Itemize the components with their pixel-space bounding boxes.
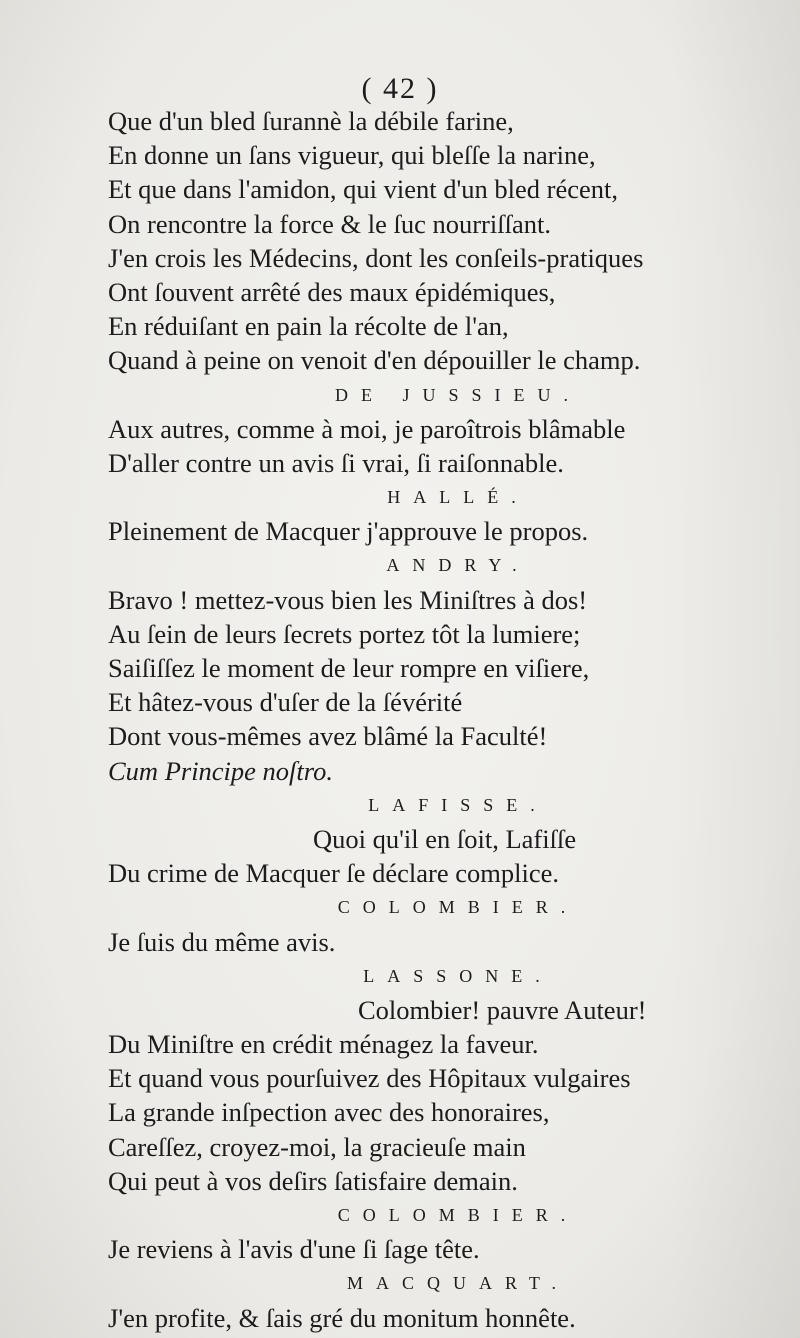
verse-line: Au ſein de leurs ſecrets portez tôt la lumiere; [108,618,581,649]
verse-line: Quoi qu'il en ſoit, Lafiſſe [313,823,577,854]
verse-line: On rencontre la force & le ſuc nourriſſant. [108,208,551,239]
verse-line: Et quand vous pourſuivez des Hôpitaux vulgaires [108,1063,631,1094]
verse-line: Saiſiſſez le moment de leur rompre en viſiere, [108,653,590,683]
verse-line: Bravo ! mettez-vous bien les Miniſtres à dos! [108,584,588,615]
verse-line: Ont ſouvent arrêté des maux épidémiques, [108,276,556,307]
page-number: ( 42 ) [361,72,439,105]
verse-line: Qui peut à vos deſirs ſatisfaire demain. [108,1165,518,1196]
verse-line: En réduiſant en pain la récolte de l'an, [108,311,509,342]
verse-line: D'aller contre un avis ſi vrai, ſi raiſonnable. [108,447,564,478]
verse-line: Careſſez, croyez-moi, la gracieuſe main [108,1131,526,1162]
speaker-name: LASSONE. [363,965,553,986]
verse-line: Je reviens à l'avis d'une ſi ſage tête. [108,1234,480,1265]
speaker-name: ANDRY. [386,555,530,576]
verse-line: Que d'un bled ſurannè la débile farine, [108,106,514,136]
speaker-name: COLOMBIER. [337,897,579,918]
verse-line: En donne un ſans vigueur, qui bleſſe la narine, [108,140,596,171]
verse-line: J'en crois les Médecins, dont les conſeils-pratiques [108,242,644,273]
verse-line-latin: Cum Principe noſtro. [108,755,333,786]
speaker-name: MACQUART. [346,1273,570,1294]
verse-line: Colombier! pauvre Auteur! [358,994,647,1025]
speaker-name: DE JUSSIEU. [334,384,581,405]
verse-line: Et que dans l'amidon, qui vient d'un bled récent, [108,174,618,205]
verse-line: Dont vous-mêmes avez blâmé la Faculté! [108,721,548,752]
verse-line: Du crime de Macquer ſe déclare complice. [108,858,560,889]
speaker-name: HALLÉ. [387,487,529,508]
verse-line: Pleinement de Macquer j'approuve le propos. [108,516,589,547]
verse-line: Je ſuis du même avis. [108,926,336,957]
verse-line: La grande inſpection avec des honoraires, [108,1097,550,1128]
verse-line: J'en profite, & ſais gré du monitum honnête. [108,1302,576,1333]
speaker-name: COLOMBIER. [337,1205,579,1225]
verse-line: Du Miniſtre en crédit ménagez la faveur. [108,1029,539,1060]
verse-line: Aux autres, comme à moi, je paroîtrois blâmable [108,413,626,444]
verse-line: Et hâtez-vous d'uſer de la ſévérité [108,687,463,718]
verse-line: Quand à peine on venoit d'en dépouiller le champ. [108,345,641,376]
speaker-name: LAFISSE. [368,794,548,815]
poem-text [108,104,748,1335]
